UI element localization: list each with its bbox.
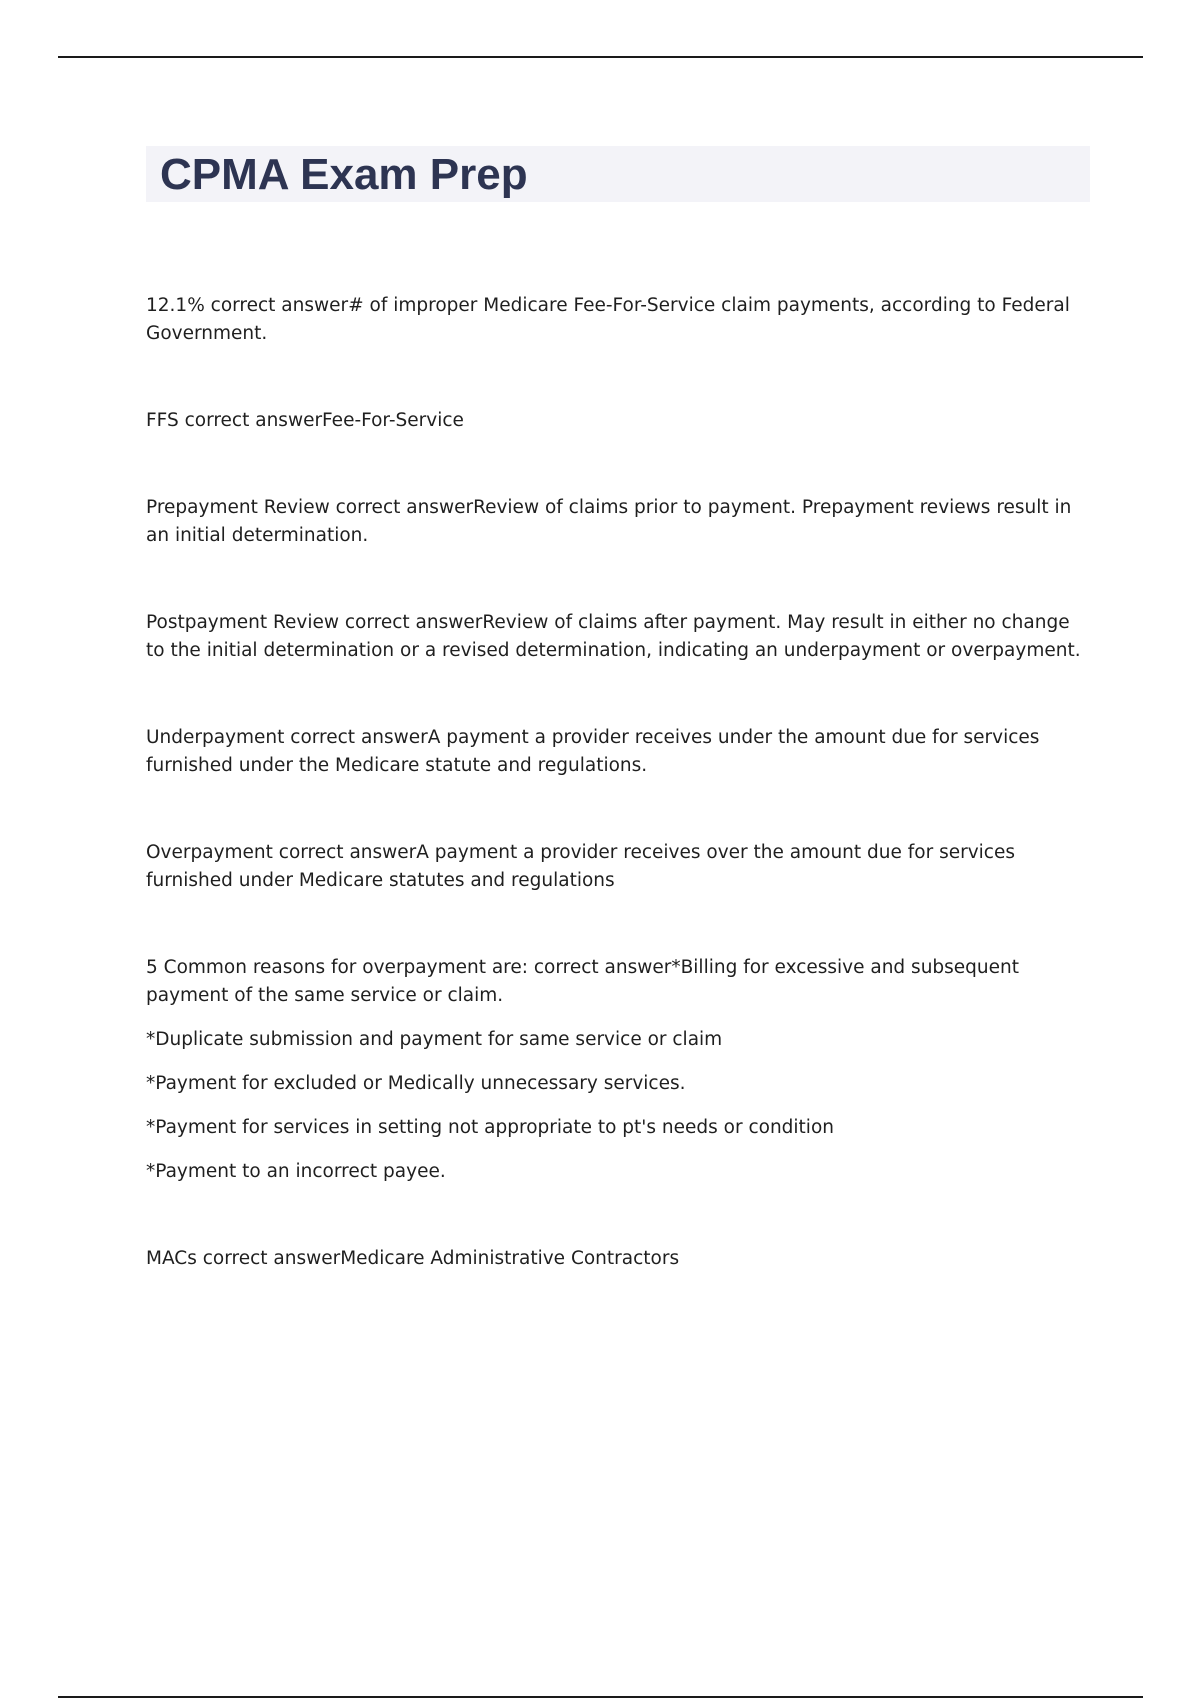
document-title: CPMA Exam Prep [160, 150, 528, 199]
list-item: *Payment for services in setting not appropriate to pt's needs or condition [146, 1117, 834, 1138]
flashcard-entry: Prepayment Review correct answerReview of claims prior to payment. Prepayment reviews result in an initial determination. [146, 497, 1072, 546]
flashcard-entry: MACs correct answerMedicare Administrative Contractors [146, 1248, 680, 1269]
flashcard-entry: Underpayment correct answerA payment a provider receives under the amount due for services furnished under the Medicare statute and regulations. [146, 727, 1040, 776]
flashcard-entry: FFS correct answerFee-For-Service [146, 410, 464, 431]
list-item: *Payment for excluded or Medically unnecessary services. [146, 1073, 686, 1094]
bottom-divider [58, 1696, 1143, 1698]
flashcard-entry: 5 Common reasons for overpayment are: correct answer*Billing for excessive and subsequent payment of the same service or claim. [146, 957, 1020, 1006]
flashcard-entry: 12.1% correct answer# of improper Medicare Fee-For-Service claim payments, according to Federal Government. [146, 295, 1070, 344]
list-item: *Payment to an incorrect payee. [146, 1161, 446, 1182]
top-divider [58, 56, 1143, 58]
flashcard-entry: Postpayment Review correct answerReview of claims after payment. May result in either no change to the initial determination or a revised determination, indicating an underpayment or overpayment. [146, 612, 1081, 661]
flashcard-list [146, 292, 1090, 1332]
list-item: *Duplicate submission and payment for same service or claim [146, 1029, 723, 1050]
overpayment-reasons-list [146, 1026, 1090, 1186]
title-banner [146, 146, 1090, 202]
flashcard-entry: Overpayment correct answerA payment a provider receives over the amount due for services furnished under Medicare statutes and regulations [146, 842, 1015, 891]
